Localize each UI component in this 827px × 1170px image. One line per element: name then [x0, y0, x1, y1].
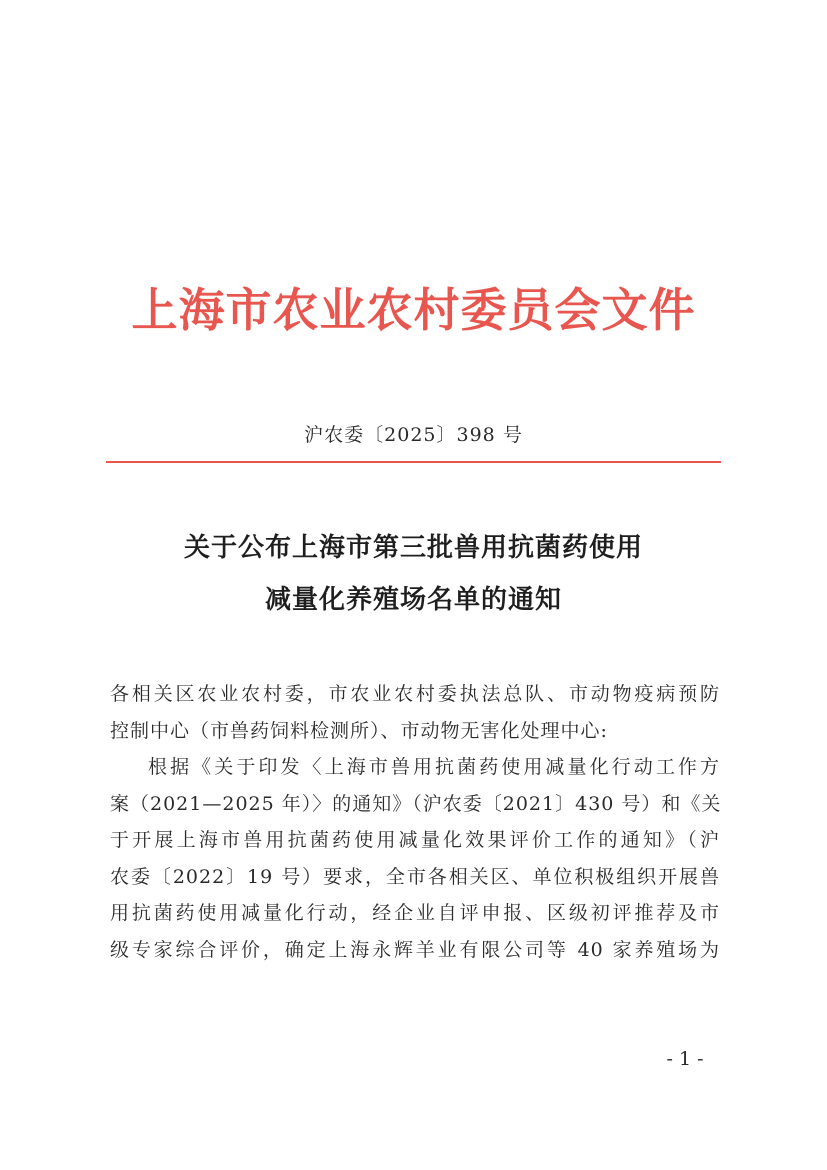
- body-line-8: 级专家综合评价，确定上海永辉羊业有限公司等 40 家养殖场为: [110, 938, 720, 961]
- document-title: [0, 522, 827, 626]
- body-line-4: 案（2021—2025 年）〉的通知》（沪农委〔2021〕430 号）和《关: [110, 792, 722, 815]
- document-number: 沪农委〔2025〕398 号: [304, 424, 523, 446]
- body-line-1-recipients: 各相关区农业农村委，市农业农村委执法总队、市动物疫病预防: [110, 683, 720, 705]
- red-separator-line: [106, 461, 721, 463]
- body-line-6: 农委〔2022〕19 号）要求，全市各相关区、单位积极组织开展兽: [110, 865, 720, 888]
- document-masthead: 上海市农业农村委员会文件: [131, 283, 696, 337]
- body-line-7: 用抗菌药使用减量化行动，经企业自评申报、区级初评推荐及市: [110, 902, 720, 924]
- body-line-5: 于开展上海市兽用抗菌药使用减量化效果评价工作的通知》（沪: [110, 829, 720, 851]
- title-line-2: 减量化养殖场名单的通知: [264, 585, 562, 615]
- title-line-1: 关于公布上海市第三批兽用抗菌药使用: [183, 533, 643, 563]
- document-body: [110, 676, 720, 968]
- page-number: - 1 -: [666, 1048, 704, 1070]
- body-line-3: 根据《关于印发〈上海市兽用抗菌药使用减量化行动工作方: [148, 756, 720, 778]
- body-line-2-recipients: 控制中心（市兽药饲料检测所）、市动物无害化处理中心:: [110, 719, 608, 742]
